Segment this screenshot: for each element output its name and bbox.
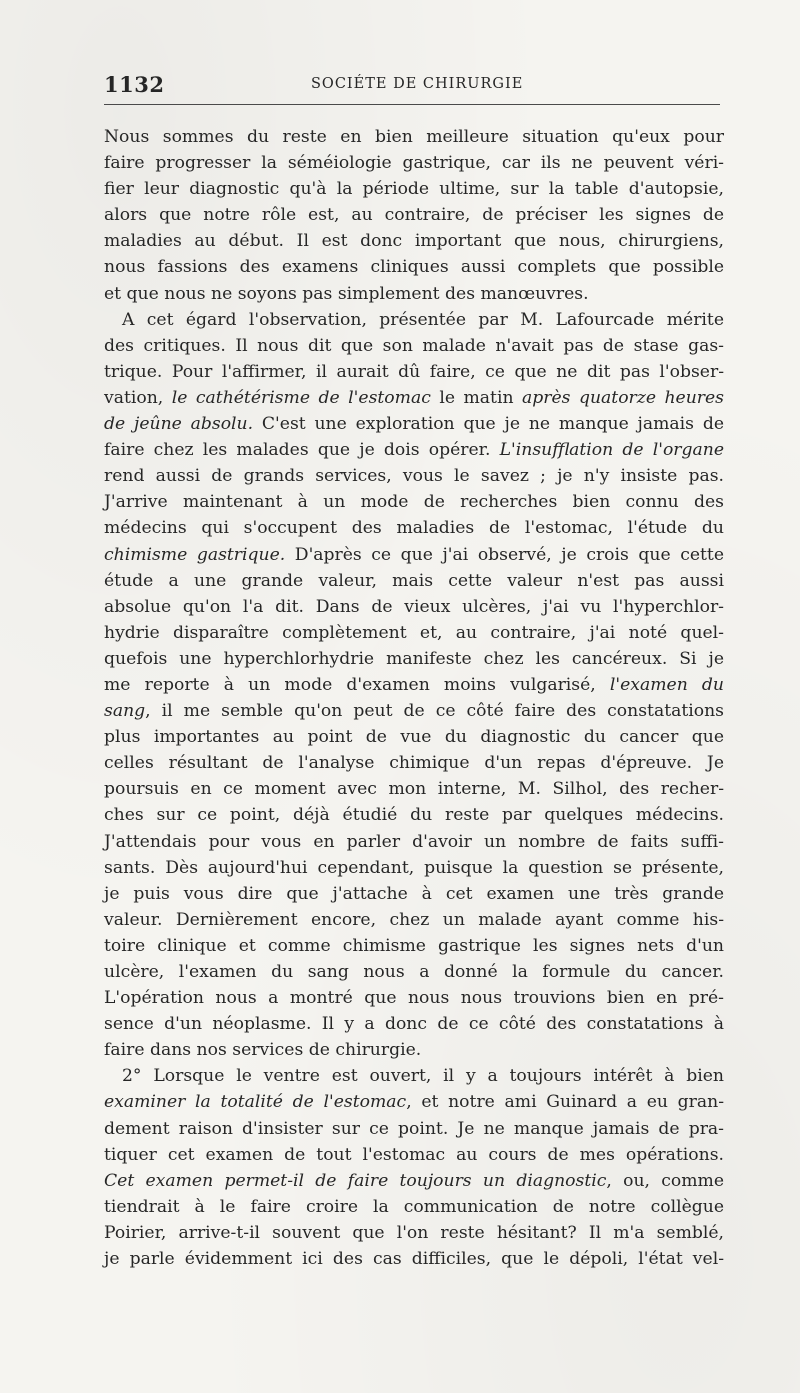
text-run: , il me semble qu'on peut de ce côté faire des constatations [145, 701, 724, 722]
text-run: J'arrive maintenant à un mode de recherches bien connu des [104, 492, 724, 513]
italic-text: chimisme gastrique. [104, 544, 286, 565]
text-run: je parle évidemment ici des cas difficiles, que le dépoli, l'état vel- [104, 1249, 724, 1270]
text-line [104, 228, 724, 254]
italic-text: le cathétérisme de l'estomac [171, 387, 431, 408]
text-line [104, 437, 724, 463]
text-run: nous fassions des examens cliniques aussi complets que possible [104, 257, 724, 278]
text-line [104, 776, 724, 802]
text-line [104, 750, 724, 776]
text-line [104, 1194, 724, 1220]
text-line [104, 933, 724, 959]
text-line [104, 307, 724, 333]
text-line [104, 829, 724, 855]
text-run: Nous sommes du reste en bien meilleure situation qu'eux pour [104, 127, 724, 147]
text-run: sence d'un néoplasme. Il y a donc de ce côté des constatations à [104, 1014, 724, 1035]
text-run: valeur. Dernièrement encore, chez un malade ayant comme his- [104, 909, 724, 930]
text-line [104, 724, 724, 750]
text-line [104, 620, 724, 646]
text-line [104, 698, 724, 724]
text-line [104, 672, 724, 698]
text-run: hydrie disparaître complètement et, au contraire, j'ai noté quel- [104, 622, 724, 643]
text-run: et que nous ne soyons pas simplement des manœuvres. [104, 283, 589, 304]
italic-text: de jeûne absolu. [104, 414, 254, 435]
text-run: D'après ce que j'ai observé, je crois que cette [285, 544, 724, 565]
text-run: sants. Dès aujourd'hui cependant, puisque la question se présente, [104, 857, 724, 878]
italic-text: sang [104, 701, 146, 722]
text-line [104, 385, 724, 411]
text-line [104, 489, 724, 515]
text-run: Poirier, arrive-t-il souvent que l'on reste hésitant? Il m'a semblé, [104, 1222, 724, 1243]
text-run: quefois une hyperchlorhydrie manifeste chez les cancéreux. Si je [104, 648, 724, 669]
italic-text: examiner la totalité de l'estomac [104, 1092, 407, 1113]
text-run: L'opération nous a montré que nous nous trouvions bien en pré- [104, 988, 724, 1009]
text-line [104, 124, 724, 150]
text-line [104, 359, 724, 385]
text-line [104, 1168, 724, 1194]
text-line [104, 542, 724, 568]
text-line [104, 281, 724, 307]
text-line [104, 411, 724, 437]
text-line [104, 202, 724, 228]
text-run: je puis vous dire que j'attache à cet examen une très grande [104, 883, 724, 904]
text-run: faire progresser la séméiologie gastrique, car ils ne peuvent véri- [104, 153, 724, 174]
italic-text: après quatorze heures [522, 387, 725, 408]
text-run: 2° Lorsque le ventre est ouvert, il y a toujours intérêt à bien [122, 1066, 724, 1087]
text-run: me reporte à un mode d'examen moins vulgarisé, [104, 674, 610, 695]
text-run: , et notre ami Guinard a eu gran- [406, 1092, 724, 1113]
text-line [104, 802, 724, 828]
text-line [104, 985, 724, 1011]
text-line [104, 1063, 724, 1089]
text-run: fier leur diagnostic qu'à la période ultime, sur la table d'autopsie, [104, 179, 724, 200]
page-number: 1132 [104, 72, 165, 97]
text-line [104, 1246, 724, 1272]
text-line [104, 881, 724, 907]
text-line [104, 176, 724, 202]
text-run: , ou, comme [606, 1170, 725, 1191]
text-line [104, 855, 724, 881]
text-run: faire chez les malades que je dois opérer. [104, 440, 500, 461]
text-line [104, 1037, 724, 1063]
text-run: C'est une exploration que je ne manque jamais de [253, 414, 724, 435]
text-run: vation, [104, 387, 172, 408]
text-line [104, 254, 724, 280]
text-run: alors que notre rôle est, au contraire, de préciser les signes de [104, 205, 724, 226]
text-run: faire dans nos services de chirurgie. [104, 1040, 422, 1061]
italic-text: l'examen du [609, 674, 724, 695]
text-line [104, 515, 724, 541]
text-run: médecins qui s'occupent des maladies de l'estomac, l'étude du [104, 518, 724, 539]
text-run: tiquer cet examen de tout l'estomac au cours de mes opérations. [104, 1144, 724, 1165]
text-line [104, 568, 724, 594]
text-run: dement raison d'insister sur ce point. Je ne manque jamais de pra- [104, 1118, 724, 1139]
text-run: maladies au début. Il est donc important que nous, chirurgiens, [104, 231, 724, 252]
text-run: absolue qu'on l'a dit. Dans de vieux ulcères, j'ai vu l'hyperchlor- [104, 596, 724, 617]
text-line [104, 959, 724, 985]
text-line [104, 594, 724, 620]
running-title: SOCIÉTE DE CHIRURGIE [311, 76, 524, 92]
text-run: poursuis en ce moment avec mon interne, M. Silhol, des recher- [104, 779, 724, 800]
text-line [104, 646, 724, 672]
italic-text: L'insufflation de l'organe [499, 440, 724, 461]
text-line [104, 1089, 724, 1115]
text-line [104, 1142, 724, 1168]
text-line [104, 1011, 724, 1037]
text-run: le matin [430, 387, 523, 408]
text-line [104, 1116, 724, 1142]
text-line [104, 1220, 724, 1246]
text-run: celles résultant de l'analyse chimique d'un repas d'épreuve. Je [104, 753, 724, 774]
text-run: ches sur ce point, déjà étudié du reste par quelques médecins. [104, 805, 724, 826]
body-text [104, 124, 724, 1272]
text-run: étude a une grande valeur, mais cette valeur n'est pas aussi [104, 570, 724, 591]
running-head [104, 66, 720, 102]
text-run: ulcère, l'examen du sang nous a donné la formule du cancer. [104, 962, 724, 982]
italic-text: Cet examen permet-il de faire toujours un diagnostic [104, 1170, 607, 1191]
text-run: trique. Pour l'affirmer, il aurait dû faire, ce que ne dit pas l'obser- [104, 361, 724, 382]
text-line [104, 150, 724, 176]
text-run: J'attendais pour vous en parler d'avoir un nombre de faits suffi- [104, 831, 724, 852]
text-run: A cet égard l'observation, présentée par M. Lafourcade mérite [122, 309, 724, 330]
text-line [104, 333, 724, 359]
text-run: plus importantes au point de vue du diagnostic du cancer que [104, 727, 724, 748]
text-line [104, 463, 724, 489]
text-line [104, 907, 724, 933]
text-run: des critiques. Il nous dit que son malade n'avait pas de stase gas- [104, 335, 724, 356]
text-run: rend aussi de grands services, vous le savez ; je n'y insiste pas. [104, 466, 724, 487]
text-run: tiendrait à le faire croire la communication de notre collègue [104, 1196, 724, 1217]
text-run: toire clinique et comme chimisme gastrique les signes nets d'un [104, 935, 724, 956]
header-rule [104, 104, 720, 105]
